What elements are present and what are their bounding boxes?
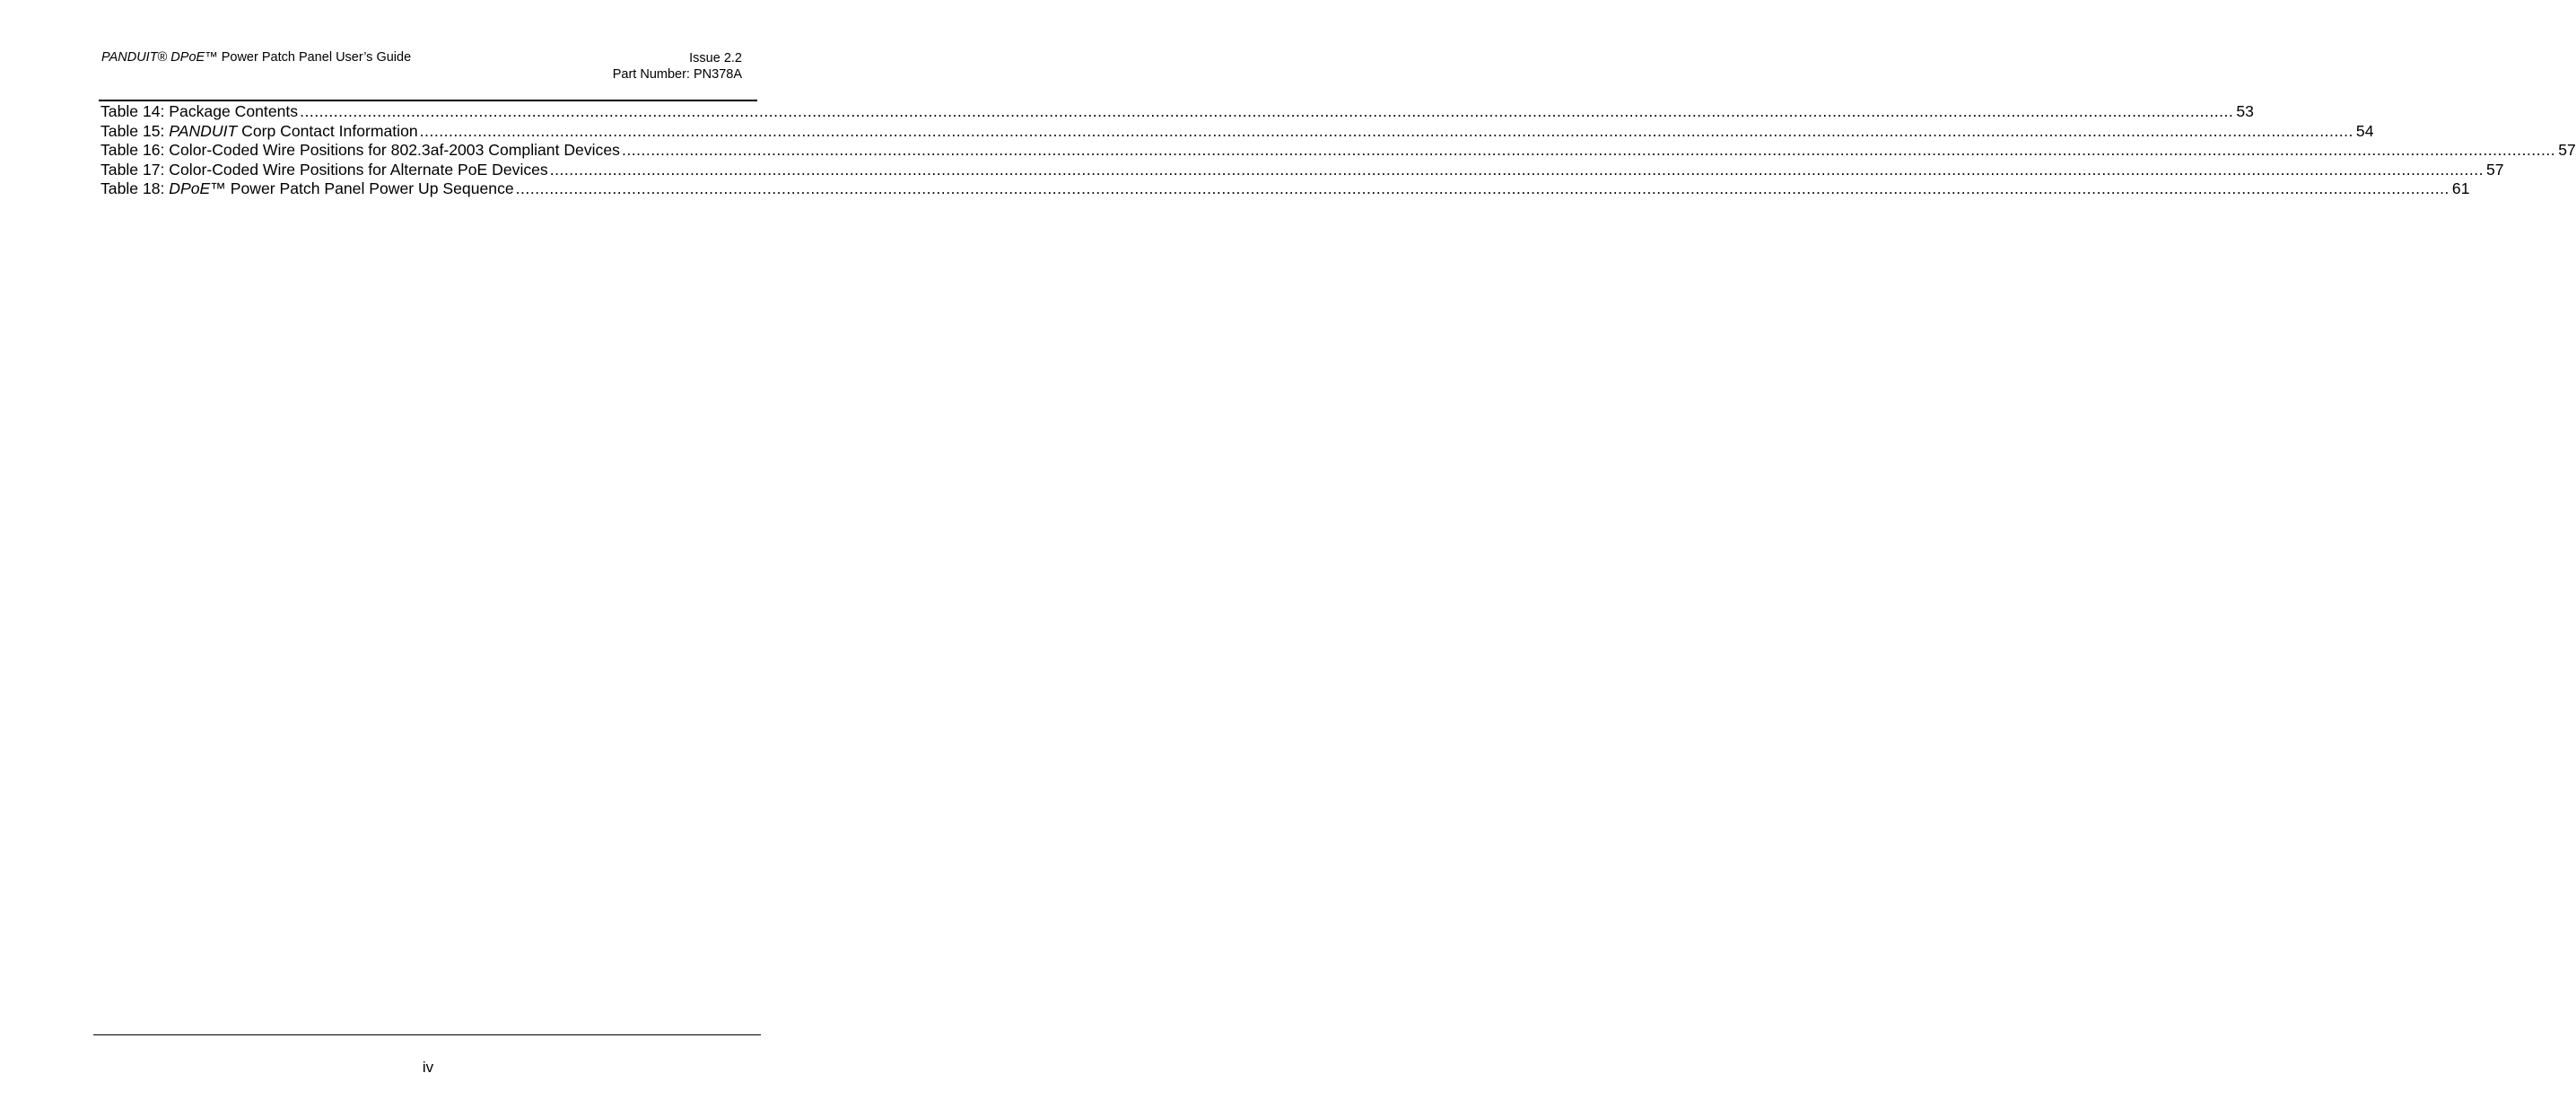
toc-entry[interactable] (100, 121, 2374, 142)
trademark-mark: ™ (205, 50, 218, 65)
document-title (101, 50, 411, 65)
toc-page-number: 54 (2355, 121, 2374, 140)
toc-page-number: 57 (2558, 141, 2576, 159)
footer-rule (93, 1034, 761, 1035)
toc-entry[interactable] (100, 179, 2470, 199)
page-number: iv (422, 1059, 434, 1076)
toc-leader-dots: ................................................................................................................................................................................................................................................................................................................................................................................................................ (515, 179, 2449, 197)
toc-leader-dots: ................................................................................................................................................................................................................................................................................................................................................................................................................ (300, 102, 2234, 120)
toc-page-number: 61 (2451, 179, 2470, 197)
part-number: Part Number: PN378A (612, 67, 742, 82)
toc-entry-title: Table 17: Color-Coded Wire Positions for Alternate PoE Devices (100, 160, 548, 179)
toc-entry-title: Table 16: Color-Coded Wire Positions for 802.3af-2003 Compliant Devices (100, 141, 620, 159)
product-name: DPoE (170, 50, 205, 65)
toc-leader-dots: ................................................................................................................................................................................................................................................................................................................................................................................................................ (419, 121, 2353, 140)
toc-entry-title: Table 14: Package Contents (100, 102, 299, 120)
issue-number: Issue 2.2 (689, 51, 742, 65)
toc-entry[interactable] (100, 141, 2576, 161)
toc-page-number: 57 (2485, 160, 2504, 179)
toc-entry[interactable] (100, 102, 2254, 122)
toc-entry-title: Table 15: PANDUIT Corp Contact Information (100, 121, 418, 140)
toc-page-number: 53 (2236, 102, 2254, 120)
brand-name: PANDUIT (101, 50, 158, 65)
toc-leader-dots: ................................................................................................................................................................................................................................................................................................................................................................................................................ (621, 141, 2556, 159)
title-rest: Power Patch Panel User’s Guide (217, 50, 412, 65)
toc-leader-dots: ................................................................................................................................................................................................................................................................................................................................................................................................................ (549, 160, 2484, 179)
registered-mark: ® (157, 50, 168, 65)
toc-entry[interactable] (100, 160, 2504, 180)
table-of-tables (100, 102, 2576, 199)
document-info (613, 50, 742, 83)
header-rule (99, 100, 757, 101)
toc-entry-title: Table 18: DPoE™ Power Patch Panel Power Up Sequence (100, 179, 514, 197)
